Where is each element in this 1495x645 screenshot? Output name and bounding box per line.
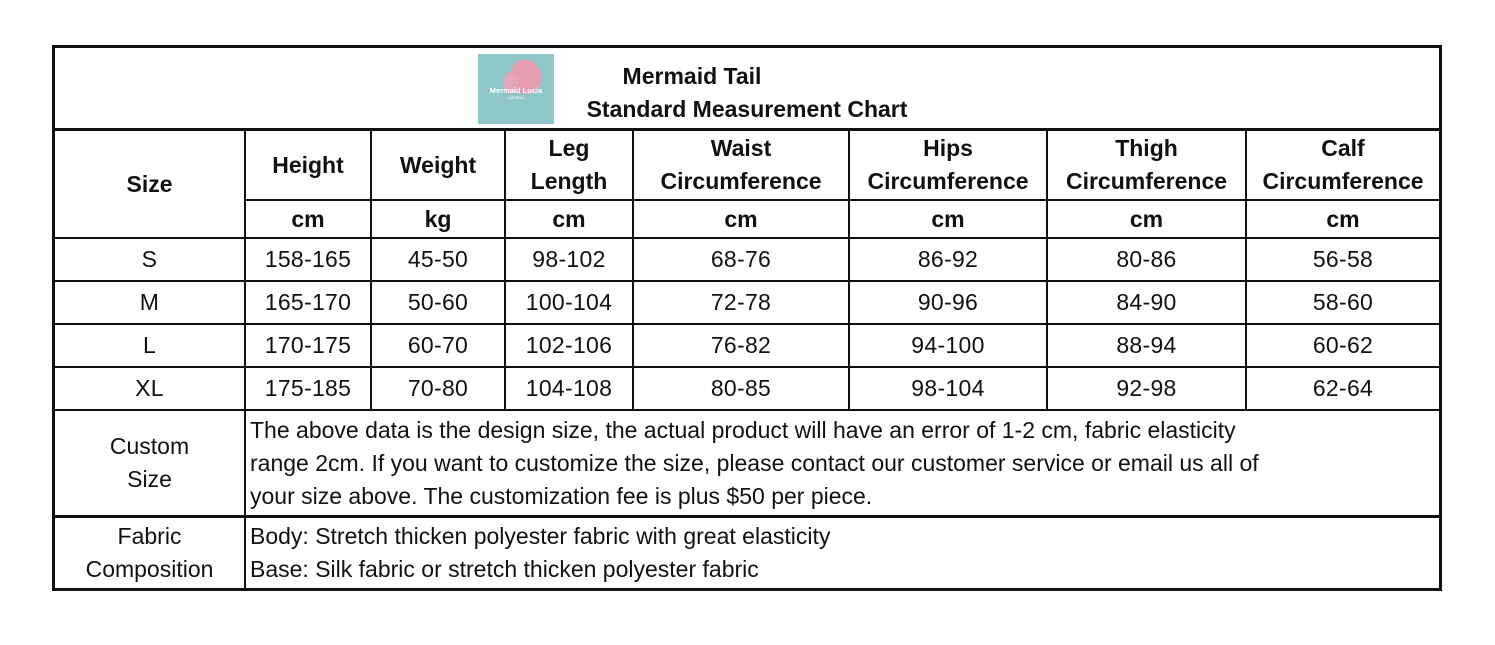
weight-cell: 50-60 bbox=[371, 281, 505, 324]
leg-length-cell: 98-102 bbox=[505, 238, 633, 281]
waist-cell: 80-85 bbox=[633, 367, 849, 410]
logo-brand-text: Mermaid Lucia bbox=[489, 86, 543, 95]
waist-cell: 76-82 bbox=[633, 324, 849, 367]
size-cell: S bbox=[55, 238, 245, 281]
unit-height: cm bbox=[245, 200, 371, 238]
calf-cell: 60-62 bbox=[1246, 324, 1439, 367]
unit-thigh: cm bbox=[1047, 200, 1246, 238]
table-row bbox=[55, 367, 1439, 410]
height-cell: 170-175 bbox=[245, 324, 371, 367]
col-header-height: Height bbox=[245, 131, 371, 200]
fabric-composition-label: Fabric Composition bbox=[55, 517, 245, 589]
leg-length-cell: 102-106 bbox=[505, 324, 633, 367]
hips-cell: 86-92 bbox=[849, 238, 1047, 281]
unit-weight: kg bbox=[371, 200, 505, 238]
unit-calf: cm bbox=[1246, 200, 1439, 238]
size-cell: XL bbox=[55, 367, 245, 410]
unit-row bbox=[55, 200, 1439, 238]
fabric-composition-row bbox=[55, 517, 1439, 589]
waist-cell: 72-78 bbox=[633, 281, 849, 324]
col-header-waist: Waist Circumference bbox=[633, 131, 849, 200]
col-header-leg-length: Leg Length bbox=[505, 131, 633, 200]
size-cell: L bbox=[55, 324, 245, 367]
calf-cell: 56-58 bbox=[1246, 238, 1439, 281]
unit-hips: cm bbox=[849, 200, 1047, 238]
calf-cell: 62-64 bbox=[1246, 367, 1439, 410]
weight-cell: 60-70 bbox=[371, 324, 505, 367]
unit-waist: cm bbox=[633, 200, 849, 238]
col-header-weight: Weight bbox=[371, 131, 505, 200]
thigh-cell: 84-90 bbox=[1047, 281, 1246, 324]
size-table bbox=[55, 131, 1439, 588]
leg-length-cell: 100-104 bbox=[505, 281, 633, 324]
col-header-calf: Calf Circumference bbox=[1246, 131, 1439, 200]
hips-cell: 90-96 bbox=[849, 281, 1047, 324]
thigh-cell: 92-98 bbox=[1047, 367, 1246, 410]
logo-sub-text: LONDON bbox=[508, 96, 524, 100]
weight-cell: 70-80 bbox=[371, 367, 505, 410]
thigh-cell: 88-94 bbox=[1047, 324, 1246, 367]
hips-cell: 98-104 bbox=[849, 367, 1047, 410]
chart-title-line1: Mermaid Tail bbox=[622, 63, 762, 89]
header-row bbox=[55, 131, 1439, 200]
col-header-size: Size bbox=[55, 131, 245, 238]
table-row bbox=[55, 281, 1439, 324]
unit-leg-length: cm bbox=[505, 200, 633, 238]
waist-cell: 68-76 bbox=[633, 238, 849, 281]
height-cell: 175-185 bbox=[245, 367, 371, 410]
custom-size-row bbox=[55, 410, 1439, 517]
chart-title-line2: Standard Measurement Chart bbox=[586, 96, 908, 122]
table-row bbox=[55, 238, 1439, 281]
chart-title bbox=[55, 60, 1439, 126]
col-header-thigh: Thigh Circumference bbox=[1047, 131, 1246, 200]
size-cell: M bbox=[55, 281, 245, 324]
custom-size-label: Custom Size bbox=[55, 410, 245, 517]
hips-cell: 94-100 bbox=[849, 324, 1047, 367]
table-row bbox=[55, 324, 1439, 367]
leg-length-cell: 104-108 bbox=[505, 367, 633, 410]
height-cell: 165-170 bbox=[245, 281, 371, 324]
fabric-composition-text: Body: Stretch thicken polyester fabric with great elasticity Base: Silk fabric or stretch thicken polyester fabric bbox=[245, 517, 1439, 589]
thigh-cell: 80-86 bbox=[1047, 238, 1246, 281]
weight-cell: 45-50 bbox=[371, 238, 505, 281]
chart-header bbox=[55, 48, 1439, 131]
calf-cell: 58-60 bbox=[1246, 281, 1439, 324]
custom-size-text: The above data is the design size, the actual product will have an error of 1-2 cm, fabric elasticity range 2cm. If you want to customize the size, please contact our customer service or email us all of your size above. The customization fee is plus $50 per piece. bbox=[245, 410, 1439, 517]
height-cell: 158-165 bbox=[245, 238, 371, 281]
measurement-chart bbox=[52, 45, 1442, 591]
col-header-hips: Hips Circumference bbox=[849, 131, 1047, 200]
